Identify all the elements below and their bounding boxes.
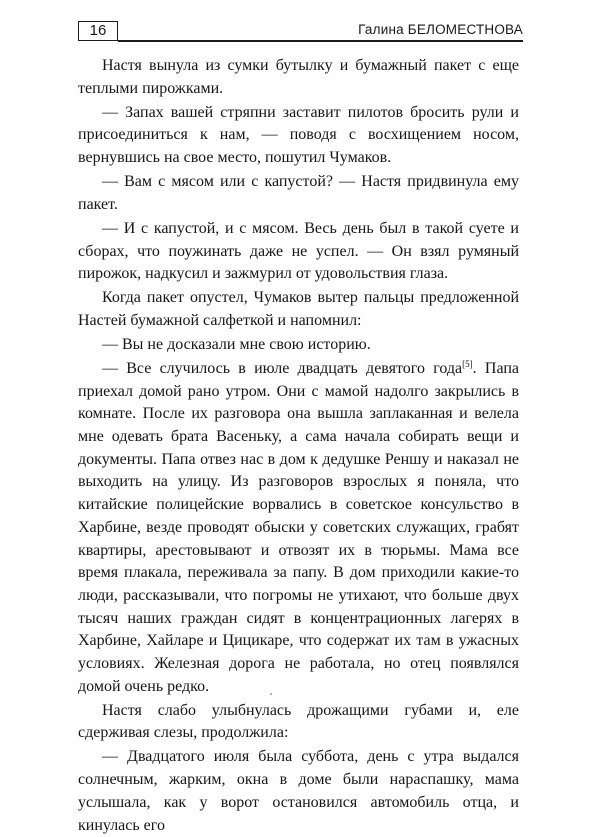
paragraph: — Запах вашей стряпни заставит пилотов бросить рули и присоединиться к нам, — поводя с восхищением носом, вернувшись на свое место, пошутил Чумаков.	[78, 103, 519, 167]
paragraph-text: — Все случилось в июле двадцать девятого года	[102, 359, 463, 377]
paragraph: — Двадцатого июля была суббота, день с утра выдался солнечным, жарким, окна в доме были нараспашку, мама услышала, как у ворот остановился автомобиль отца, и кинулась его	[78, 748, 519, 834]
page-number: 16	[78, 21, 118, 41]
paragraph: — И с капустой, и с мясом. Весь день был в такой суете и сборах, что поужинать даже не успел. — Он взял румяный пирожок, надкусил и зажмурил от удовольствия глаза.	[78, 219, 519, 283]
footnote-reference[interactable]: [5]	[462, 358, 473, 369]
header-rule	[118, 40, 523, 42]
paragraph: — Вам с мясом или с капустой? — Настя придвинула ему пакет.	[78, 173, 519, 213]
page-header	[78, 21, 523, 43]
paragraph: Настя слабо улыбнулась дрожащими губами и, еле сдерживая слезы, продолжила:	[78, 701, 519, 742]
body-text	[78, 55, 519, 837]
running-head: Галина БЕЛОМЕСТНОВА	[358, 22, 523, 37]
paragraph: Настя вынула из сумки бутылку и бумажный пакет с еще теплыми пирожками.	[78, 57, 519, 97]
scan-speck	[270, 693, 272, 695]
paragraph: — Вы не досказали мне свою историю.	[102, 335, 371, 353]
paragraph: Когда пакет опустел, Чумаков вытер пальцы предложенной Настей бумажной салфеткой и напомнил:	[78, 289, 519, 329]
paragraph	[78, 358, 519, 699]
paragraph-text: . Папа приехал домой рано утром. Они с мамой надолго закрылись в комнате. После их разговора она вышла заплаканная и велела мне одевать брата Васеньку, а сама начала собирать вещи и документы. Папа отвез нас в дом к дедушке Реншу и наказал не выходить на улицу. Из разговоров взрослых я поняла, что китайские полицейские ворвались в советское консульство в Харбине, везде проводят обыски у советских служащих, грабят квартиры, арестовывают и отвозят их в тюрьмы. Мама все время плакала, переживала за папу. В дом приходили какие-то люди, рассказывали, что погромы не утихают, что больше двух тысяч наших граждан сидят в концентрационных лагерях в Харбине, Хайларе и Цицикаре, что содержат их там в ужасных условиях. Железная дорога не работала, но отец появлялся домой очень редко.	[78, 359, 520, 695]
